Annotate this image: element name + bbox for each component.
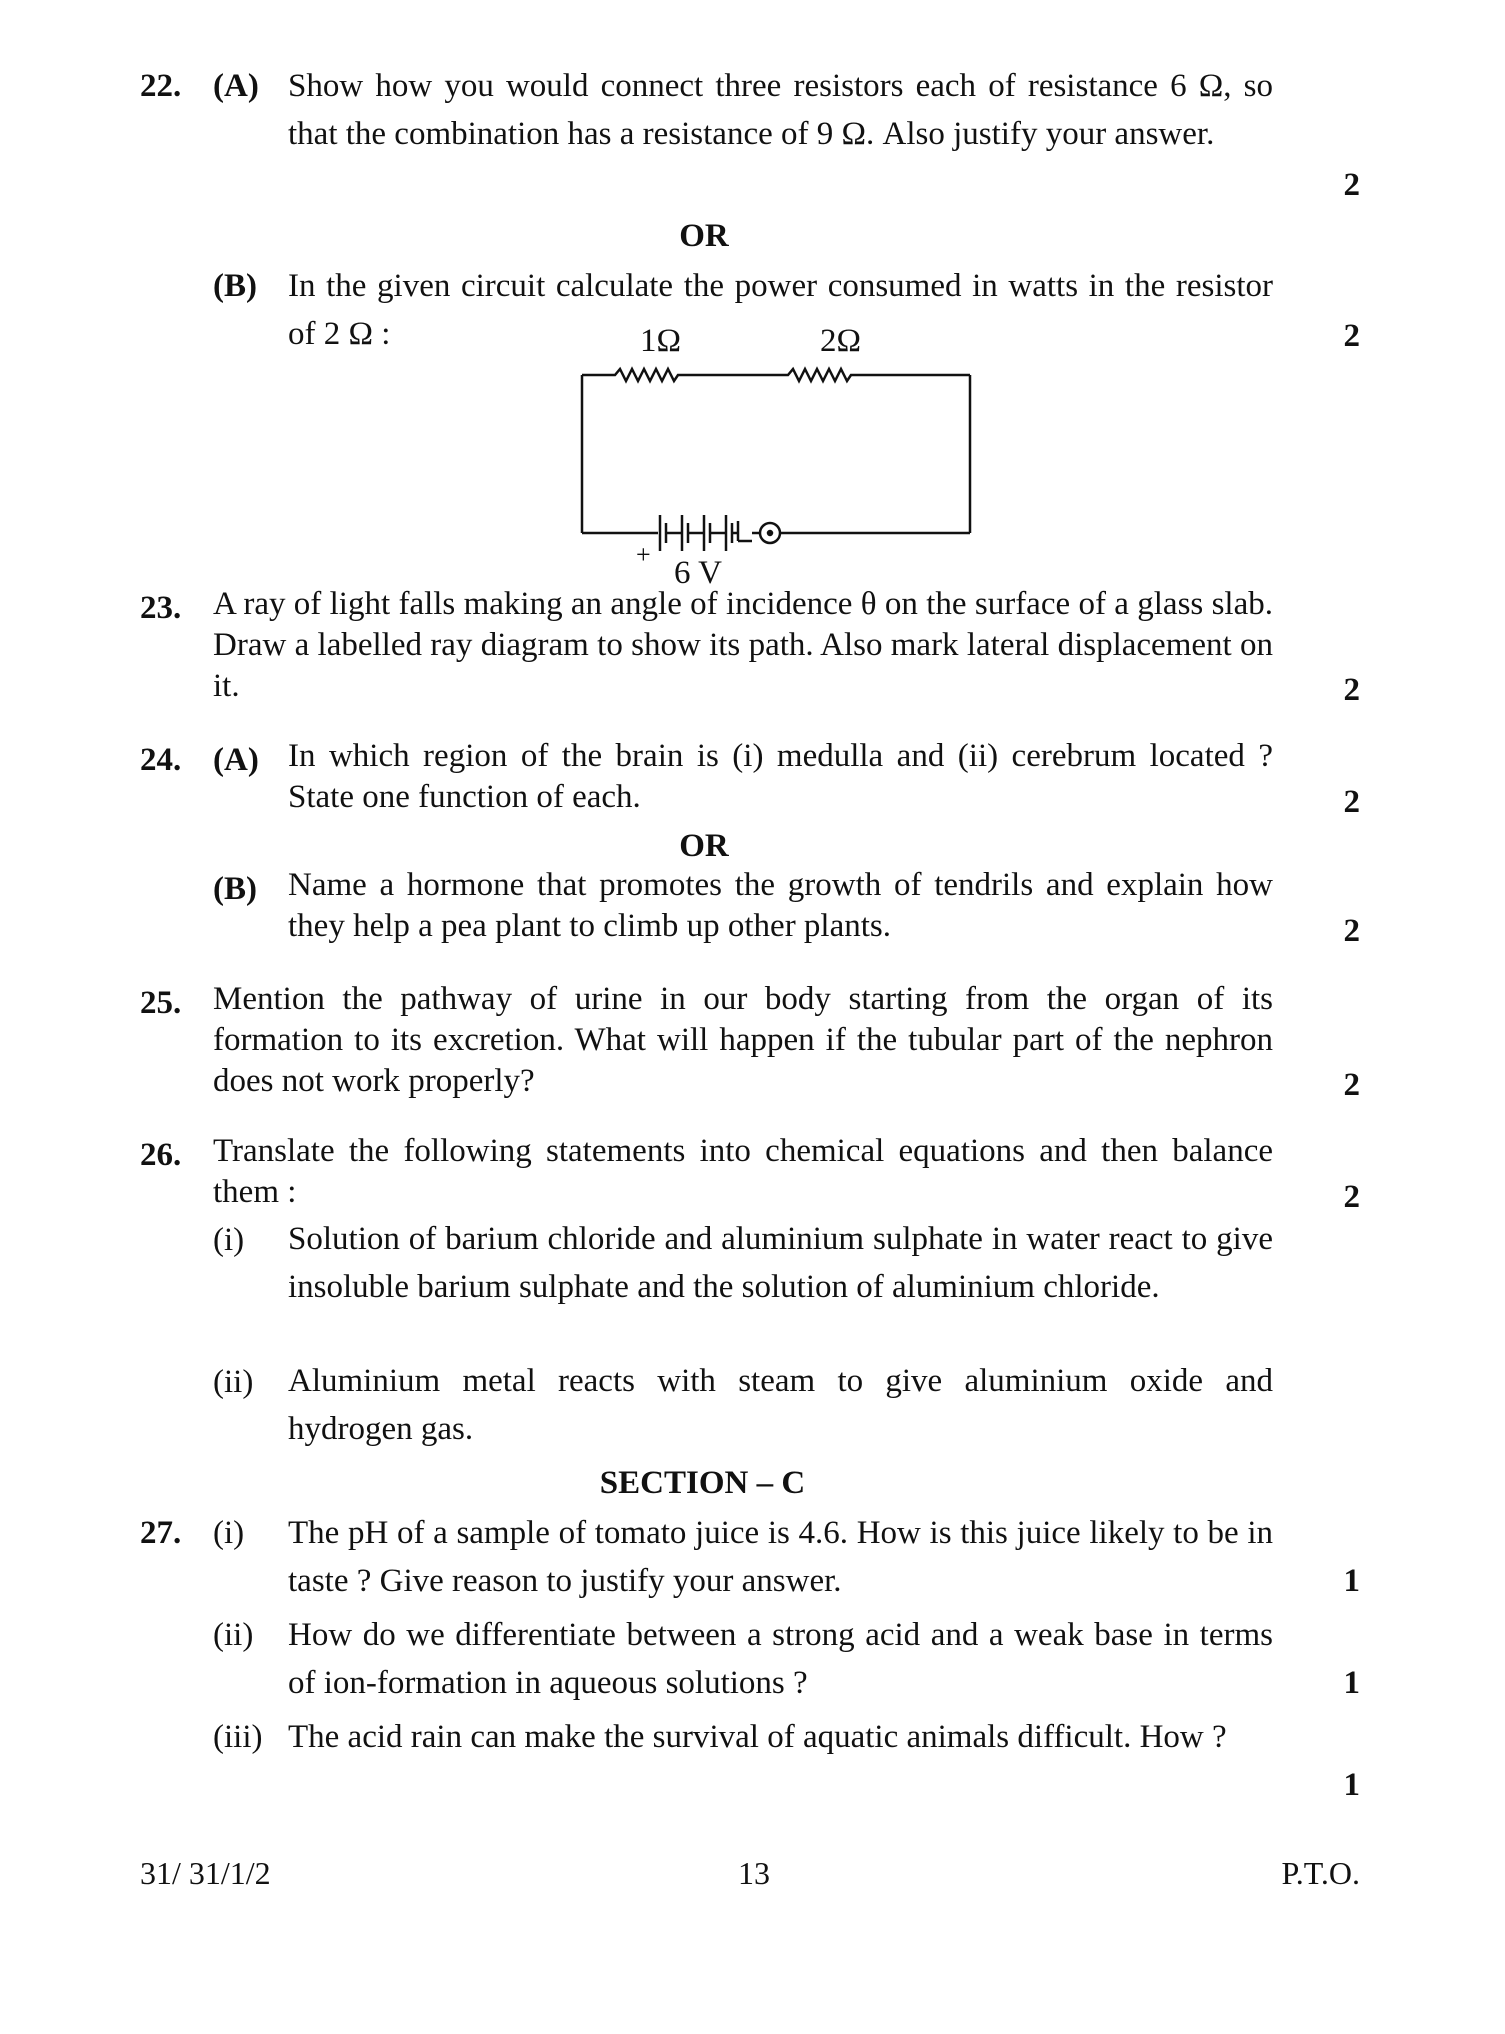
- question-26-number: 26.: [140, 1137, 182, 1173]
- question-25-number: 25.: [140, 985, 182, 1021]
- q27-part-iii-text: The acid rain can make the survival of aquatic animals difficult. How ?: [288, 1719, 1227, 1755]
- paper-code: 31/ 31/1/2: [140, 1855, 271, 1891]
- q25-marks: 2: [1343, 1067, 1360, 1103]
- question-23-number: 23.: [140, 590, 182, 626]
- q27-part-iii-marks: 1: [1343, 1767, 1360, 1803]
- circuit-diagram: [560, 315, 1000, 585]
- q24-option-a-text: In which region of the brain is (i) medulla and (ii) cerebrum located ? State one function of each.: [288, 738, 1273, 815]
- q23-text: A ray of light falls making an angle of incidence θ on the surface of a glass slab. Draw a labelled ray diagram to show its path. Also mark lateral displacement on it.: [213, 586, 1273, 704]
- q24-option-b-marks: 2: [1343, 913, 1360, 949]
- q26-text: Translate the following statements into chemical equations and then balance them :: [213, 1133, 1273, 1210]
- q22-option-b-marks: 2: [1343, 318, 1360, 354]
- q22-option-a-marks: 2: [1343, 167, 1360, 203]
- please-turn-over: P.T.O.: [1281, 1855, 1360, 1891]
- q27-part-ii-label: (ii): [213, 1617, 254, 1653]
- top-wire: [582, 369, 970, 381]
- resistor-1-label: 1Ω: [640, 323, 682, 359]
- q24-or: OR: [679, 828, 729, 864]
- section-c-heading: SECTION – C: [599, 1465, 806, 1501]
- q24-option-a-label: (A): [213, 742, 259, 778]
- q24-option-b-label: (B): [213, 871, 257, 907]
- q26-marks: 2: [1343, 1179, 1360, 1215]
- question-27-number: 27.: [140, 1515, 182, 1551]
- q25-text: Mention the pathway of urine in our body starting from the organ of its formation to its excretion. What will happen if the tubular part of the nephron does not work properly?: [213, 981, 1273, 1099]
- page-number: 13: [738, 1855, 770, 1891]
- q27-part-i-label: (i): [213, 1515, 245, 1551]
- q22-option-b-label: (B): [213, 268, 257, 304]
- q22-option-b-text: In the given circuit calculate the power consumed in watts in the resistor of 2 Ω :: [288, 268, 1273, 352]
- q26-part-i-text: Solution of barium chloride and aluminium sulphate in water react to give insoluble barium sulphate and the solution of aluminium chloride.: [288, 1221, 1273, 1305]
- q26-part-ii-label: (ii): [213, 1364, 254, 1400]
- q26-part-ii-text: Aluminium metal reacts with steam to give aluminium oxide and hydrogen gas.: [288, 1363, 1273, 1447]
- q22-option-a-label: (A): [213, 68, 259, 104]
- q22-or: OR: [679, 218, 729, 254]
- q27-part-i-text: The pH of a sample of tomato juice is 4.6. How is this juice likely to be in taste ? Give reason to justify your answer.: [288, 1515, 1273, 1599]
- resistor-2-label: 2Ω: [820, 323, 862, 359]
- positive-terminal-sign: +: [636, 540, 651, 569]
- q27-part-ii-marks: 1: [1343, 1665, 1360, 1701]
- question-24-number: 24.: [140, 742, 182, 778]
- q27-part-i-marks: 1: [1343, 1563, 1360, 1599]
- q26-part-i-label: (i): [213, 1222, 245, 1258]
- q24-option-b-text: Name a hormone that promotes the growth of tendrils and explain how they help a pea plant to climb up other plants.: [288, 867, 1273, 944]
- battery: [660, 515, 732, 551]
- q23-marks: 2: [1343, 672, 1360, 708]
- plug-key: [732, 521, 970, 543]
- q27-part-ii-text: How do we differentiate between a strong acid and a weak base in terms of ion-formation in aqueous solutions ?: [288, 1617, 1273, 1701]
- q22-option-a-text: Show how you would connect three resistors each of resistance 6 Ω, so that the combination has a resistance of 9 Ω. Also justify your answer.: [288, 68, 1273, 152]
- q24-option-a-marks: 2: [1343, 784, 1360, 820]
- battery-label: 6 V: [674, 555, 722, 585]
- question-22-number: 22.: [140, 68, 182, 104]
- q27-part-iii-label: (iii): [213, 1719, 263, 1755]
